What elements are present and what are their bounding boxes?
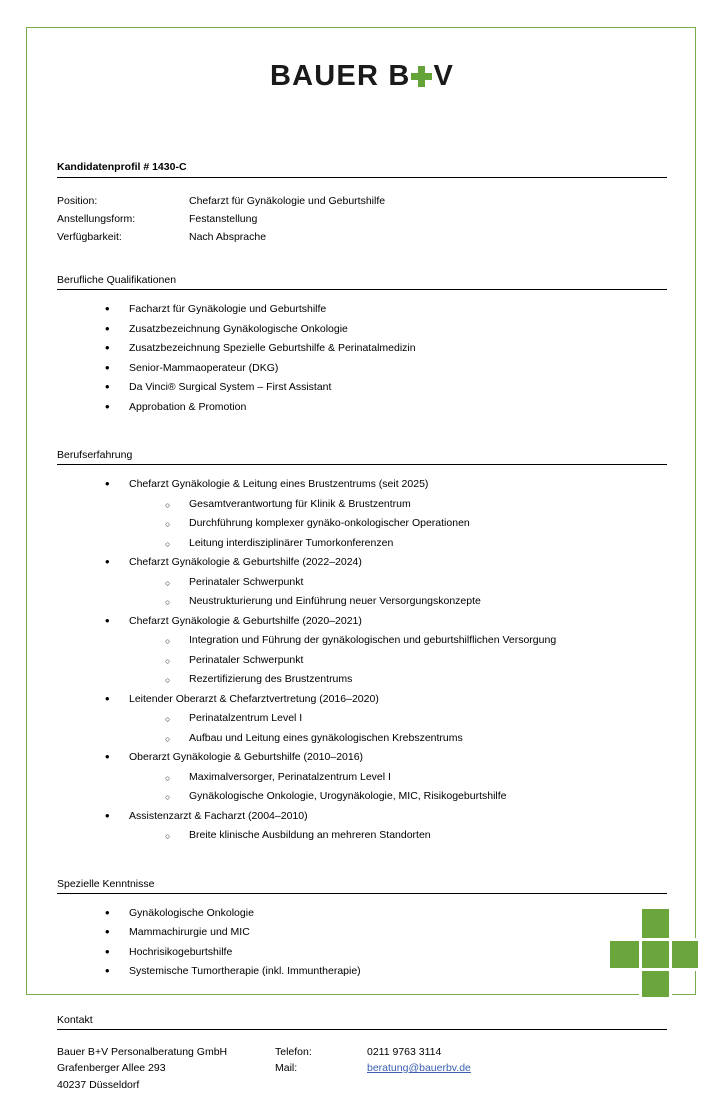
list-item-text: Aufbau und Leitung eines gynäkologischen Krebszentrums	[189, 732, 463, 744]
list-item-text: Approbation & Promotion	[129, 401, 246, 413]
list-item	[165, 651, 667, 671]
contact-address	[57, 1044, 275, 1093]
contact-city: 40237 Düsseldorf	[57, 1077, 275, 1093]
plus-icon	[411, 66, 432, 87]
list-item-text: Gynäkologische Onkologie, Urogynäkologie, MIC, Risikogeburtshilfe	[189, 790, 507, 802]
cross-logo-icon	[610, 909, 698, 997]
brand-name-after: V	[433, 60, 454, 92]
list-item	[105, 612, 667, 690]
brand-logo	[57, 60, 667, 93]
contact-mail-link[interactable]: beratung@bauerbv.de	[367, 1062, 471, 1074]
list-item	[165, 573, 667, 593]
list-item-text: Systemische Tumortherapie (inkl. Immuntherapie)	[129, 965, 361, 977]
meta-label-position: Position:	[57, 192, 189, 210]
contact-street: Grafenberger Allee 293	[57, 1060, 275, 1077]
experience-sublist	[129, 573, 667, 612]
list-item	[105, 475, 667, 553]
list-item-text: Integration und Führung der gynäkologischen und geburtshilflichen Versorgung	[189, 634, 556, 646]
list-item	[105, 300, 667, 320]
list-item-text: Zusatzbezeichnung Spezielle Geburtshilfe & Perinatalmedizin	[129, 342, 416, 354]
list-item	[105, 962, 667, 982]
list-item	[105, 339, 667, 359]
experience-sublist	[129, 631, 667, 690]
cross-notch	[639, 909, 642, 997]
list-item	[165, 709, 667, 729]
list-item-text: Gynäkologische Onkologie	[129, 907, 254, 919]
list-item	[105, 690, 667, 749]
qualifications-list	[57, 300, 667, 417]
list-item-text: Chefarzt Gynäkologie & Leitung eines Brustzentrums (seit 2025)	[129, 478, 428, 490]
document-content	[57, 40, 667, 1093]
list-item	[105, 398, 667, 418]
list-item-text: Perinataler Schwerpunkt	[189, 576, 303, 588]
list-item	[165, 729, 667, 749]
brand-logo-text	[270, 60, 454, 93]
list-item	[165, 768, 667, 788]
list-item	[165, 592, 667, 612]
contact-company: Bauer B+V Personalberatung GmbH	[57, 1044, 275, 1061]
meta-row	[57, 228, 667, 246]
experience-sublist	[129, 495, 667, 554]
experience-list	[57, 475, 667, 846]
skills-list	[57, 904, 667, 982]
list-item	[165, 670, 667, 690]
contact-block	[57, 1044, 667, 1093]
cross-notch	[610, 938, 698, 941]
cross-notch	[610, 968, 698, 971]
section-heading-qualifications: Berufliche Qualifikationen	[57, 274, 667, 290]
list-item-text: Breite klinische Ausbildung an mehreren Standorten	[189, 829, 431, 841]
list-item	[165, 534, 667, 554]
candidate-meta	[57, 192, 667, 246]
list-item-text: Gesamtverantwortung für Klinik & Brustzentrum	[189, 498, 411, 510]
list-item	[165, 495, 667, 515]
section-heading-skills: Spezielle Kenntnisse	[57, 878, 667, 894]
experience-sublist	[129, 826, 667, 846]
list-item	[165, 826, 667, 846]
contact-labels	[275, 1044, 367, 1093]
list-item	[105, 748, 667, 807]
list-item	[105, 553, 667, 612]
contact-values	[367, 1044, 667, 1093]
list-item	[105, 904, 667, 924]
list-item-text: Perinataler Schwerpunkt	[189, 654, 303, 666]
section-heading-experience: Berufserfahrung	[57, 449, 667, 465]
experience-sublist	[129, 709, 667, 748]
section-heading-contact: Kontakt	[57, 1014, 667, 1030]
list-item-text: Neustrukturierung und Einführung neuer Versorgungskonzepte	[189, 595, 481, 607]
experience-sublist	[129, 768, 667, 807]
list-item	[165, 514, 667, 534]
list-item-text: Leitender Oberarzt & Chefarztvertretung (2016–2020)	[129, 693, 379, 705]
meta-value-employment: Festanstellung	[189, 210, 667, 228]
meta-row	[57, 192, 667, 210]
list-item-text: Mammachirurgie und MIC	[129, 926, 250, 938]
list-item-text: Perinatalzentrum Level I	[189, 712, 302, 724]
contact-phone-label: Telefon:	[275, 1044, 367, 1061]
list-item-text: Oberarzt Gynäkologie & Geburtshilfe (2010–2016)	[129, 751, 363, 763]
list-item-text: Senior-Mammaoperateur (DKG)	[129, 362, 278, 374]
contact-mail-label: Mail:	[275, 1060, 367, 1077]
list-item	[165, 631, 667, 651]
list-item	[105, 943, 667, 963]
list-item-text: Zusatzbezeichnung Gynäkologische Onkologie	[129, 323, 348, 335]
list-item-text: Hochrisikogeburtshilfe	[129, 946, 232, 958]
meta-value-position: Chefarzt für Gynäkologie und Geburtshilfe	[189, 192, 667, 210]
list-item	[105, 359, 667, 379]
list-item-text: Leitung interdisziplinärer Tumorkonferenzen	[189, 537, 393, 549]
meta-value-availability: Nach Absprache	[189, 228, 667, 246]
list-item-text: Chefarzt Gynäkologie & Geburtshilfe (2020–2021)	[129, 615, 362, 627]
list-item-text: Maximalversorger, Perinatalzentrum Level I	[189, 771, 391, 783]
meta-label-employment: Anstellungsform:	[57, 210, 189, 228]
list-item-text: Durchführung komplexer gynäko-onkologischer Operationen	[189, 517, 470, 529]
list-item-text: Da Vinci® Surgical System – First Assistant	[129, 381, 331, 393]
list-item	[105, 378, 667, 398]
meta-label-availability: Verfügbarkeit:	[57, 228, 189, 246]
cross-horizontal-bar	[610, 938, 698, 968]
meta-row	[57, 210, 667, 228]
list-item-text: Assistenzarzt & Facharzt (2004–2010)	[129, 810, 308, 822]
list-item	[105, 320, 667, 340]
list-item-text: Rezertifizierung des Brustzentrums	[189, 673, 352, 685]
list-item	[105, 807, 667, 846]
list-item	[105, 923, 667, 943]
page-title: Kandidatenprofil # 1430-C	[57, 161, 667, 178]
list-item-text: Chefarzt Gynäkologie & Geburtshilfe (2022–2024)	[129, 556, 362, 568]
contact-phone-value: 0211 9763 3114	[367, 1044, 667, 1061]
list-item	[165, 787, 667, 807]
list-item-text: Facharzt für Gynäkologie und Geburtshilfe	[129, 303, 326, 315]
cross-notch	[669, 909, 672, 997]
brand-name-before: BAUER B	[270, 60, 411, 92]
